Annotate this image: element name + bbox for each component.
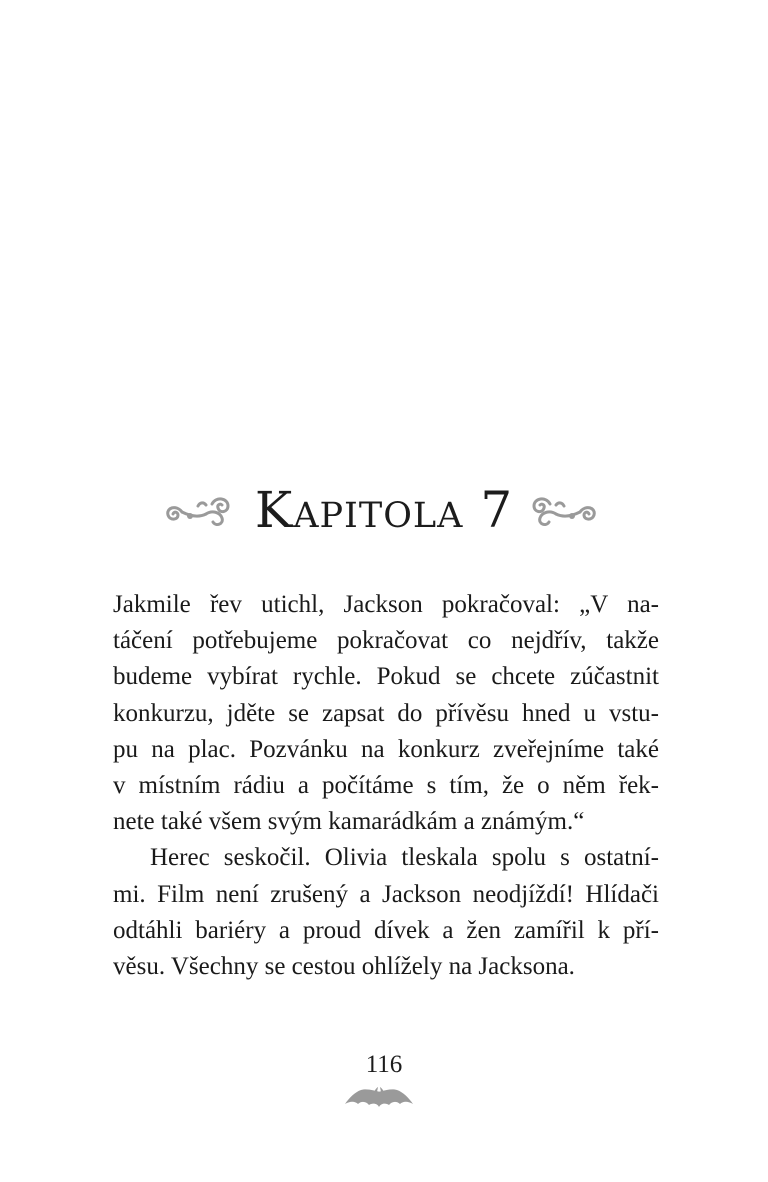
text-line: věsu. Všechny se cestou ohlížely na Jacksona. xyxy=(113,952,575,980)
text-line: Jakmile řev utichl, Jackson pokračoval: „V na- xyxy=(113,591,659,618)
scroll-ornament-left-icon xyxy=(162,492,236,532)
text-line: mi. Film není zrušený a Jackson neodjíždí! Hlídači xyxy=(113,880,659,908)
text-line: pu na plac. Pozvánku na konkurz zveřejníme také xyxy=(113,735,659,763)
scroll-ornament-right-icon xyxy=(526,492,600,532)
chapter-title: Kapitola 7 xyxy=(254,481,514,539)
text-line: konkurzu, jděte se zapsat do přívěsu hned u vstu- xyxy=(113,699,659,727)
page-number: 116 xyxy=(365,1051,403,1078)
text-line: v místním rádiu a počítáme s tím, že o něm řek- xyxy=(113,771,659,799)
paragraph xyxy=(113,840,659,985)
text-line: Herec seskočil. Olivia tleskala spolu s ostatní- xyxy=(150,844,659,872)
text-line: budeme vybírat rychle. Pokud se chcete zúčastnit xyxy=(113,663,659,691)
paragraph xyxy=(113,587,659,840)
text-line: táčení potřebujeme pokračovat co nejdřív, takže xyxy=(113,627,659,655)
chapter-body-text xyxy=(113,587,659,985)
bat-icon xyxy=(344,1083,424,1113)
chapter-heading xyxy=(0,470,768,560)
text-line: nete také všem svým kamarádkám a známým.“ xyxy=(113,808,585,836)
text-line: odtáhli bariéry a proud dívek a žen zamířil k pří- xyxy=(113,916,659,944)
